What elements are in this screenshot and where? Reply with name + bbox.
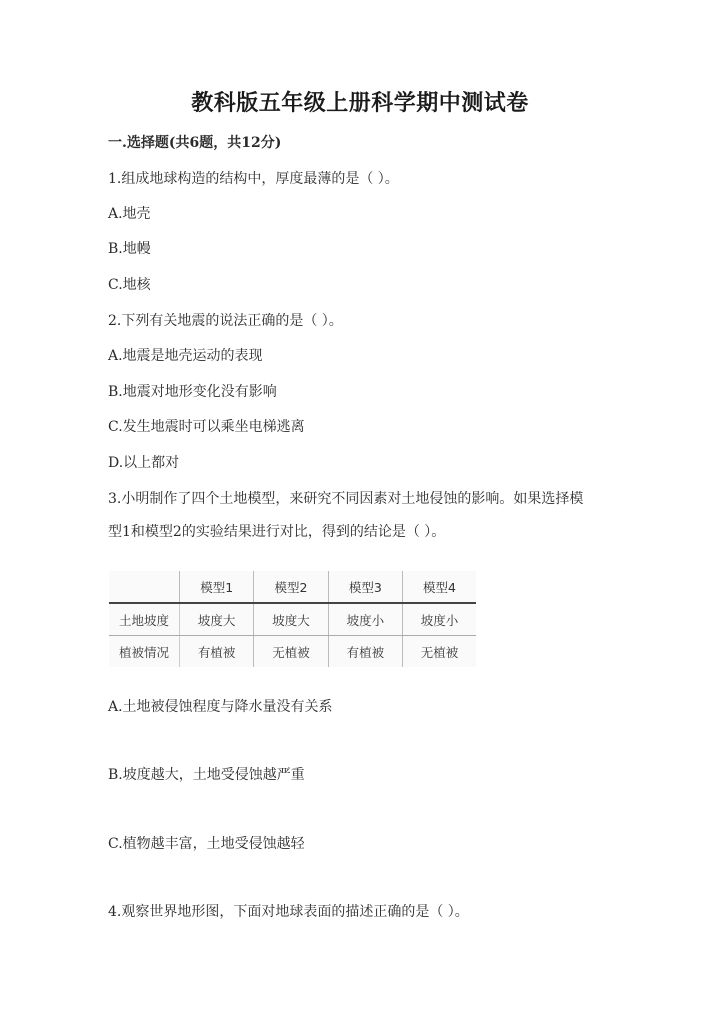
table-header-row: [109, 571, 476, 603]
section-heading: 一.选择题(共6题，共12分): [108, 135, 282, 151]
table-cell: 坡度大: [180, 603, 254, 636]
question-1-option-b: B.地幔: [108, 241, 151, 257]
table-cell: 无植被: [420, 644, 459, 660]
table-header-cell: 模型2: [254, 571, 328, 603]
question-2-option-b: B.地震对地形变化没有影响: [108, 384, 277, 400]
page-title: 教科版五年级上册科学期中测试卷: [191, 90, 529, 116]
question-3-option-a: A.土地被侵蚀程度与降水量没有关系: [108, 699, 333, 715]
question-3-option-b: B.坡度越大，土地受侵蚀越严重: [108, 767, 305, 783]
question-1-option-c: C.地核: [108, 277, 151, 293]
question-1-option-a: A.地壳: [108, 206, 151, 222]
table-cell: 坡度大: [254, 603, 328, 636]
table-cell: 坡度小: [328, 603, 402, 636]
table-row: [109, 636, 476, 668]
table-row-label: 土地坡度: [109, 603, 180, 636]
table-cell: 无植被: [254, 636, 328, 668]
question-3-stem-line-1: 3.小明制作了四个土地模型，来研究不同因素对土地侵蚀的影响。如果选择模: [108, 491, 584, 507]
table-header-cell: 模型4: [403, 571, 476, 603]
table-row: [109, 603, 476, 636]
question-2-option-d: D.以上都对: [108, 455, 180, 471]
table-cell: 有植被: [328, 636, 402, 668]
table-cell: 有植被: [180, 636, 254, 668]
table-header-cell: 模型1: [180, 571, 254, 603]
table-header-cell: 模型3: [328, 571, 402, 603]
question-2-option-a: A.地震是地壳运动的表现: [108, 348, 263, 364]
soil-model-table: [109, 571, 476, 667]
question-1-stem: 1.组成地球构造的结构中，厚度最薄的是（ ）。: [108, 171, 399, 187]
question-3-stem-line-2: 型1和模型2的实验结果进行对比，得到的结论是（ ）。: [108, 524, 446, 540]
table-row-label: 植被情况: [109, 636, 180, 668]
question-2-stem: 2.下列有关地震的说法正确的是（ ）。: [108, 313, 343, 329]
table-cell: 坡度小: [403, 603, 476, 636]
question-2-option-c: C.发生地震时可以乘坐电梯逃离: [108, 419, 305, 435]
question-4-stem: 4.观察世界地形图，下面对地球表面的描述正确的是（ ）。: [108, 904, 469, 920]
table-corner-cell: [109, 571, 180, 603]
question-3-option-c: C.植物越丰富，土地受侵蚀越轻: [108, 836, 305, 852]
